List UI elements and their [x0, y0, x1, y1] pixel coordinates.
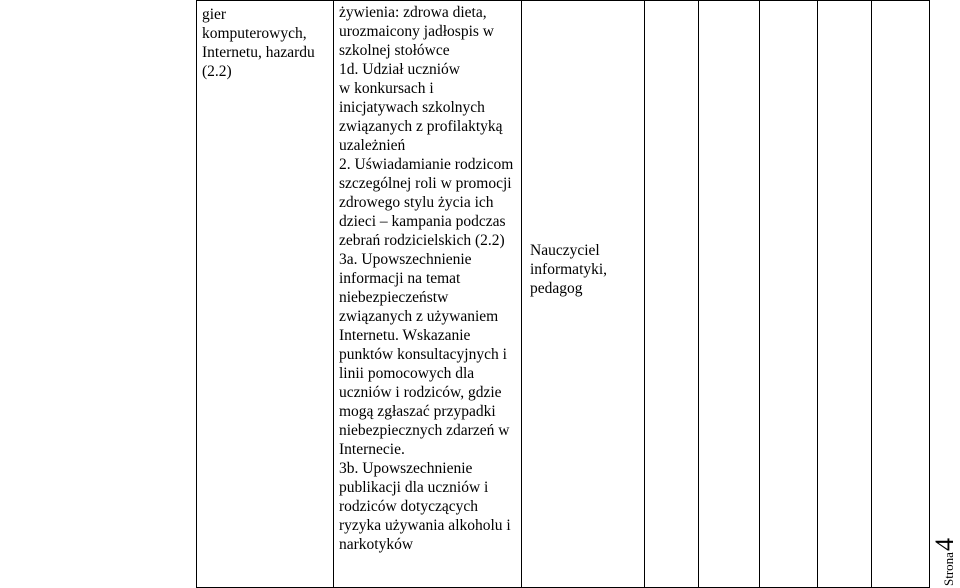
table-cell-empty	[645, 1, 699, 588]
document-table	[196, 0, 930, 588]
cell-text: Nauczyciel informatyki, pedagog	[530, 242, 608, 297]
table-cell-actions	[334, 1, 522, 588]
cell-text: gier komputerowych, Internetu, hazardu (2.2)	[202, 6, 315, 80]
page-label: Strona	[941, 552, 956, 586]
table-cell-empty	[872, 1, 930, 588]
table-cell-empty	[699, 1, 760, 588]
page-number: 4	[930, 538, 959, 552]
page-number-block	[932, 538, 958, 586]
table-cell-empty	[760, 1, 818, 588]
page-footer	[930, 520, 960, 586]
table-cell-empty	[818, 1, 872, 588]
cell-text: żywienia: zdrowa dieta, urozmaicony jadłospis w szkolnej stołówce 1d. Udział uczniów w konkursach i inicjatywach szkolnych związanych z profilaktyką uzależnień 2. Uświadamianie rodzicom szczególnej roli w promocji zdrowego stylu życia ich dzieci – kampania podczas zebrań rodzicielskich (2.2) 3a. Upowszechnienie informacji na temat niebezpieczeństw związanych z używaniem Internetu. Wskazanie punktów konsultacyjnych i linii pomocowych dla uczniów i rodziców, gdzie mogą zgłaszać przypadki niebezpiecznych zdarzeń w Internecie. 3b. Upowszechnienie publikacji dla uczniów i rodziców dotyczących ryzyka używania alkoholu i narkotyków	[339, 4, 514, 553]
table-cell-responsible	[522, 1, 645, 588]
table-cell-topic	[197, 1, 334, 588]
table-row	[197, 1, 930, 588]
